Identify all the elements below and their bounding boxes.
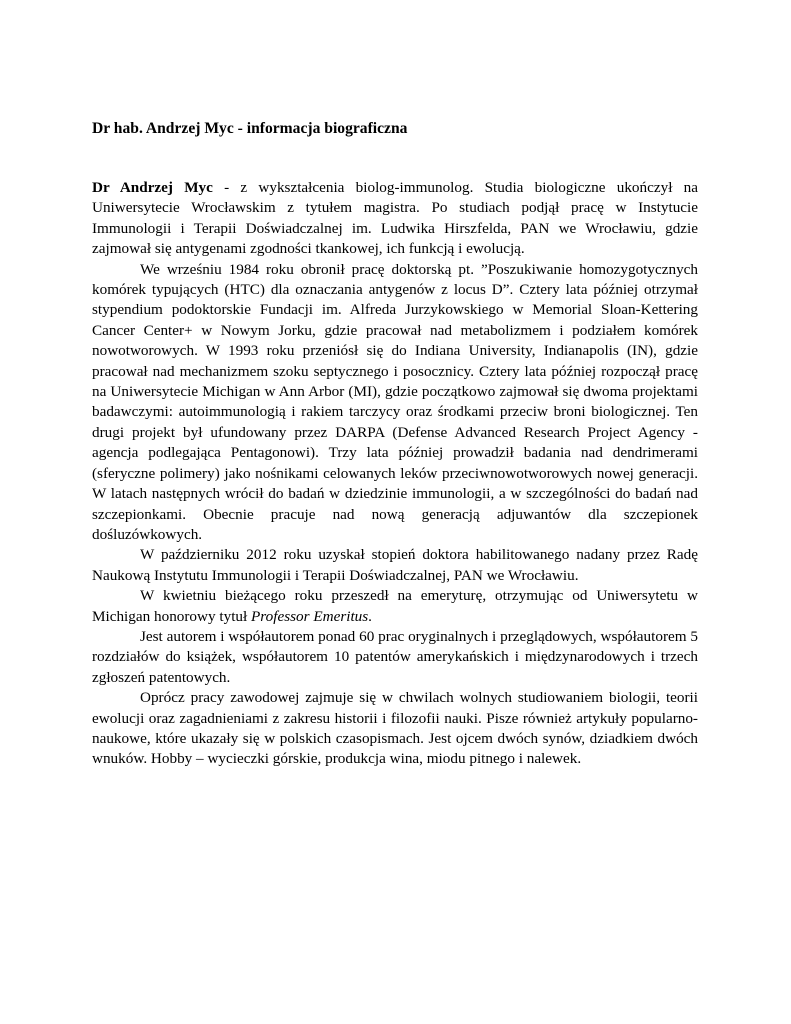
honorary-title: Professor Emeritus bbox=[251, 607, 369, 625]
paragraph-4 bbox=[92, 586, 698, 627]
paragraph-1-text: - z wykształcenia biolog-immunolog. Studia biologiczne ukończył na Uniwersytecie Wrocławskim z tytułem magistra. Po studiach podjął pracę w Instytucie Immunologii i Terapii Doświadczalnej im. Ludwika Hirszfelda, PAN we Wrocławiu, gdzie zajmował się antygenami zgodności tkankowej, ich funkcją i ewolucją. bbox=[92, 179, 698, 258]
person-name: Dr Andrzej Myc bbox=[92, 179, 213, 196]
paragraph-4-text: W kwietniu bieżącego roku przeszedł na emeryturę, otrzymując od Uniwersytetu w Michigan honorowy tytuł bbox=[92, 587, 698, 625]
paragraph-5: Jest autorem i współautorem ponad 60 prac oryginalnych i przeglądowych, współautorem 5 rozdziałów do książek, współautorem 10 patentów amerykańskich i międzynarodowych i trzech zgłoszeń patentowych. bbox=[92, 627, 698, 686]
paragraph-4-tail: . bbox=[368, 607, 372, 625]
paragraph-3: W październiku 2012 roku uzyskał stopień doktora habilitowanego nadany przez Radę Naukową Instytutu Immunologii i Terapii Doświadczalnej, PAN we Wrocławiu. bbox=[92, 546, 698, 584]
paragraph-6: Oprócz pracy zawodowej zajmuje się w chwilach wolnych studiowaniem biologii, teorii ewolucji oraz zagadnieniami z zakresu historii i filozofii nauki. Pisze również artykuły popularno-naukowe, które ukazały się w polskich czasopismach. Jest ojcem dwóch synów, dziadkiem dwóch wnuków. Hobby – wycieczki górskie, produkcja wina, miodu pitnego i nalewek. bbox=[92, 689, 698, 768]
document-page bbox=[92, 118, 698, 770]
paragraph-2: We wrześniu 1984 roku obronił pracę doktorską pt. ”Poszukiwanie homozygotycznych komórek typujących (HTC) dla oznaczania antygenów z locus D”. Cztery lata później otrzymał stypendium podoktorskie Fundacji im. Alfreda Jurzykowskiego w Memorial Sloan-Kettering Cancer Center+ w Nowym Jorku, gdzie pracował nad metabolizmem i podziałem komórek nowotworowych. W 1993 roku przeniósł się do Indiana University, Indianapolis (IN), gdzie pracował nad mechanizmem szoku septycznego i posocznicy. Cztery lata później rozpoczął pracę na Uniwersytecie Michigan w Ann Arbor (MI), gdzie początkowo zajmował się dwoma projektami badawczymi: autoimmunologią i rakiem tarczycy oraz środkami przeciw broni biologicznej. Ten drugi projekt był ufundowany przez DARPA (Defense Advanced Research Project Agency - agencja podlegająca Pentagonowi). Trzy lata później prowadził badania nad dendrimerami (sferyczne polimery) jako nośnikami celowanych leków przeciwnowotworowych nowej generacji. W latach następnych wrócił do badań w dziedzinie immunologii, a w szczególności do badań nad szczepionkami. Obecnie pracuje nad nową generacją adjuwantów dla szczepionek dośluzówkowych. bbox=[92, 260, 698, 543]
paragraph-1 bbox=[92, 178, 698, 260]
document-title: Dr hab. Andrzej Myc - informacja biograficzna bbox=[92, 120, 408, 137]
